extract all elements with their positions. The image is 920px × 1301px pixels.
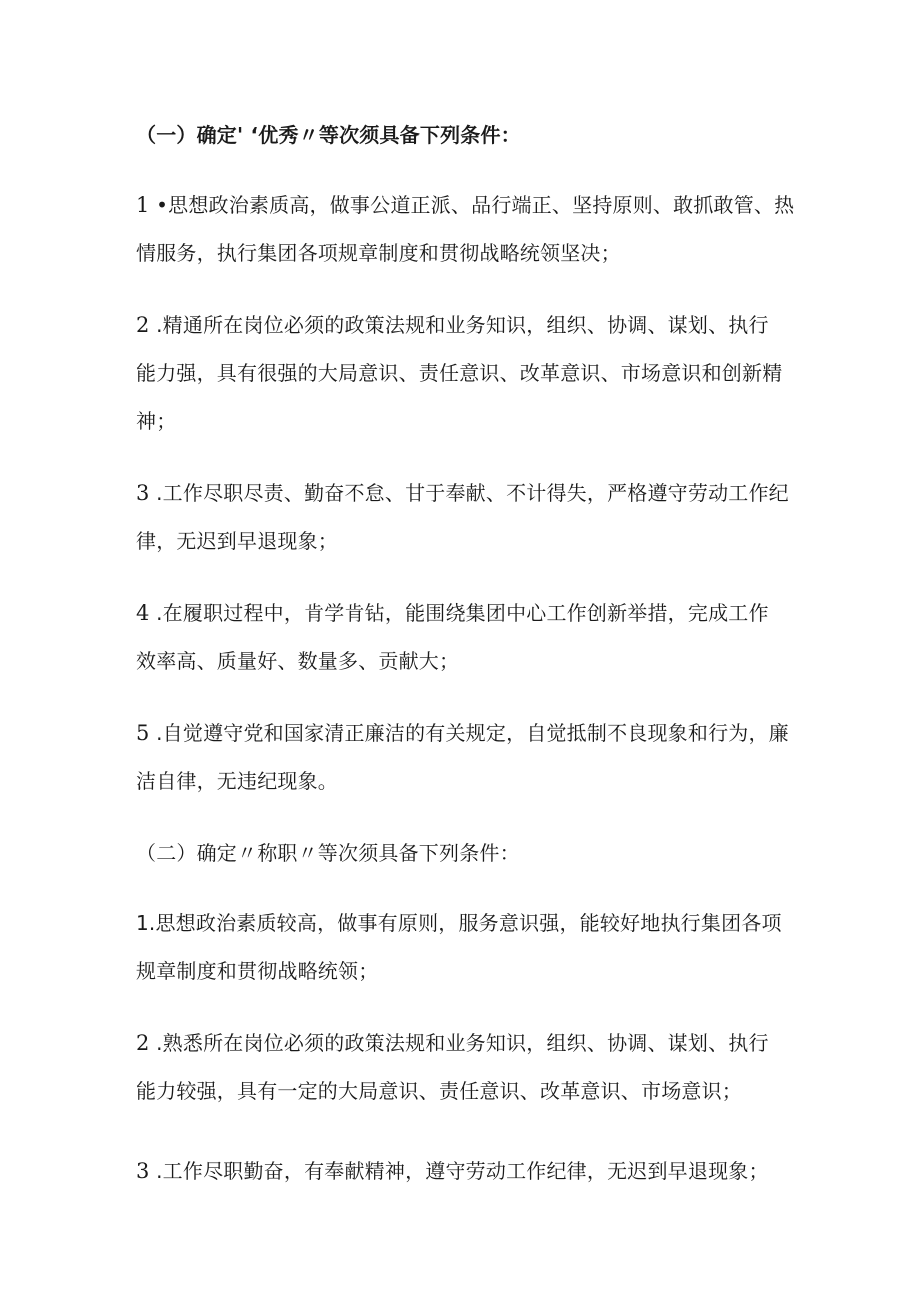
section-1-item-2-line-2: 能力强，具有很强的大局意识、责任意识、改革意识、市场意识和创新精 bbox=[136, 361, 783, 385]
item-number: 5 bbox=[136, 721, 150, 745]
section-2-item-1-line-1: 1.思想政治素质较高，做事有原则，服务意识强，能较好地执行集团各项 bbox=[136, 911, 782, 935]
section-1-item-2-line-3: 神； bbox=[136, 409, 177, 433]
item-number: 1 bbox=[136, 193, 150, 217]
item-number: 4 bbox=[136, 601, 150, 625]
item-text: •思想政治素质高，做事公道正派、品行端正、坚持原则、敢抓敢管、热 bbox=[156, 193, 795, 217]
section-1-heading: （一）确定' ‘优秀〃等次须具备下列条件： bbox=[136, 123, 521, 147]
section-1-item-4-line-1 bbox=[136, 598, 796, 628]
section-1-item-4-line-2: 效率高、质量好、数量多、贡献大； bbox=[136, 649, 460, 673]
section-2-heading: （二）确定〃称职〃等次须具备下列条件： bbox=[136, 841, 520, 865]
item-number: 2 bbox=[136, 313, 150, 337]
item-text: .工作尽职尽责、勤奋不怠、甘于奉献、不计得失，严格遵守劳动工作纪 bbox=[156, 481, 789, 505]
section-2-item-1-line-2: 规章制度和贯彻战略统领； bbox=[136, 959, 379, 983]
section-2-item-3-line-1 bbox=[136, 1156, 796, 1186]
section-1-item-2-line-1 bbox=[136, 310, 796, 340]
section-1-item-5-line-2: 洁自律，无违纪现象。 bbox=[136, 769, 338, 793]
item-number: 3 bbox=[136, 481, 150, 505]
section-1-item-5-line-1 bbox=[136, 718, 796, 748]
section-2-item-2-line-2: 能力较强，具有一定的大局意识、责任意识、改革意识、市场意识； bbox=[136, 1079, 742, 1103]
item-text: .自觉遵守党和国家清正廉洁的有关规定，自觉抵制不良现象和行为，廉 bbox=[156, 721, 789, 745]
item-number: 3 bbox=[136, 1159, 150, 1183]
section-1-item-3-line-1 bbox=[136, 478, 796, 508]
item-text: .精通所在岗位必须的政策法规和业务知识，组织、协调、谋划、执行 bbox=[156, 313, 769, 337]
section-1-item-3-line-2: 律，无迟到早退现象； bbox=[136, 529, 338, 553]
item-number: 2 bbox=[136, 1031, 150, 1055]
item-text: .在履职过程中，肯学肯钻，能围绕集团中心工作创新举措，完成工作 bbox=[156, 601, 769, 625]
section-1-item-1-line-2: 情服务，执行集团各项规章制度和贯彻战略统领坚决； bbox=[136, 241, 621, 265]
item-text: .熟悉所在岗位必须的政策法规和业务知识，组织、协调、谋划、执行 bbox=[156, 1031, 769, 1055]
section-2-item-2-line-1 bbox=[136, 1028, 796, 1058]
item-text: .工作尽职勤奋，有奉献精神，遵守劳动工作纪律，无迟到早退现象； bbox=[156, 1159, 769, 1183]
section-1-item-1-line-1 bbox=[136, 190, 796, 220]
